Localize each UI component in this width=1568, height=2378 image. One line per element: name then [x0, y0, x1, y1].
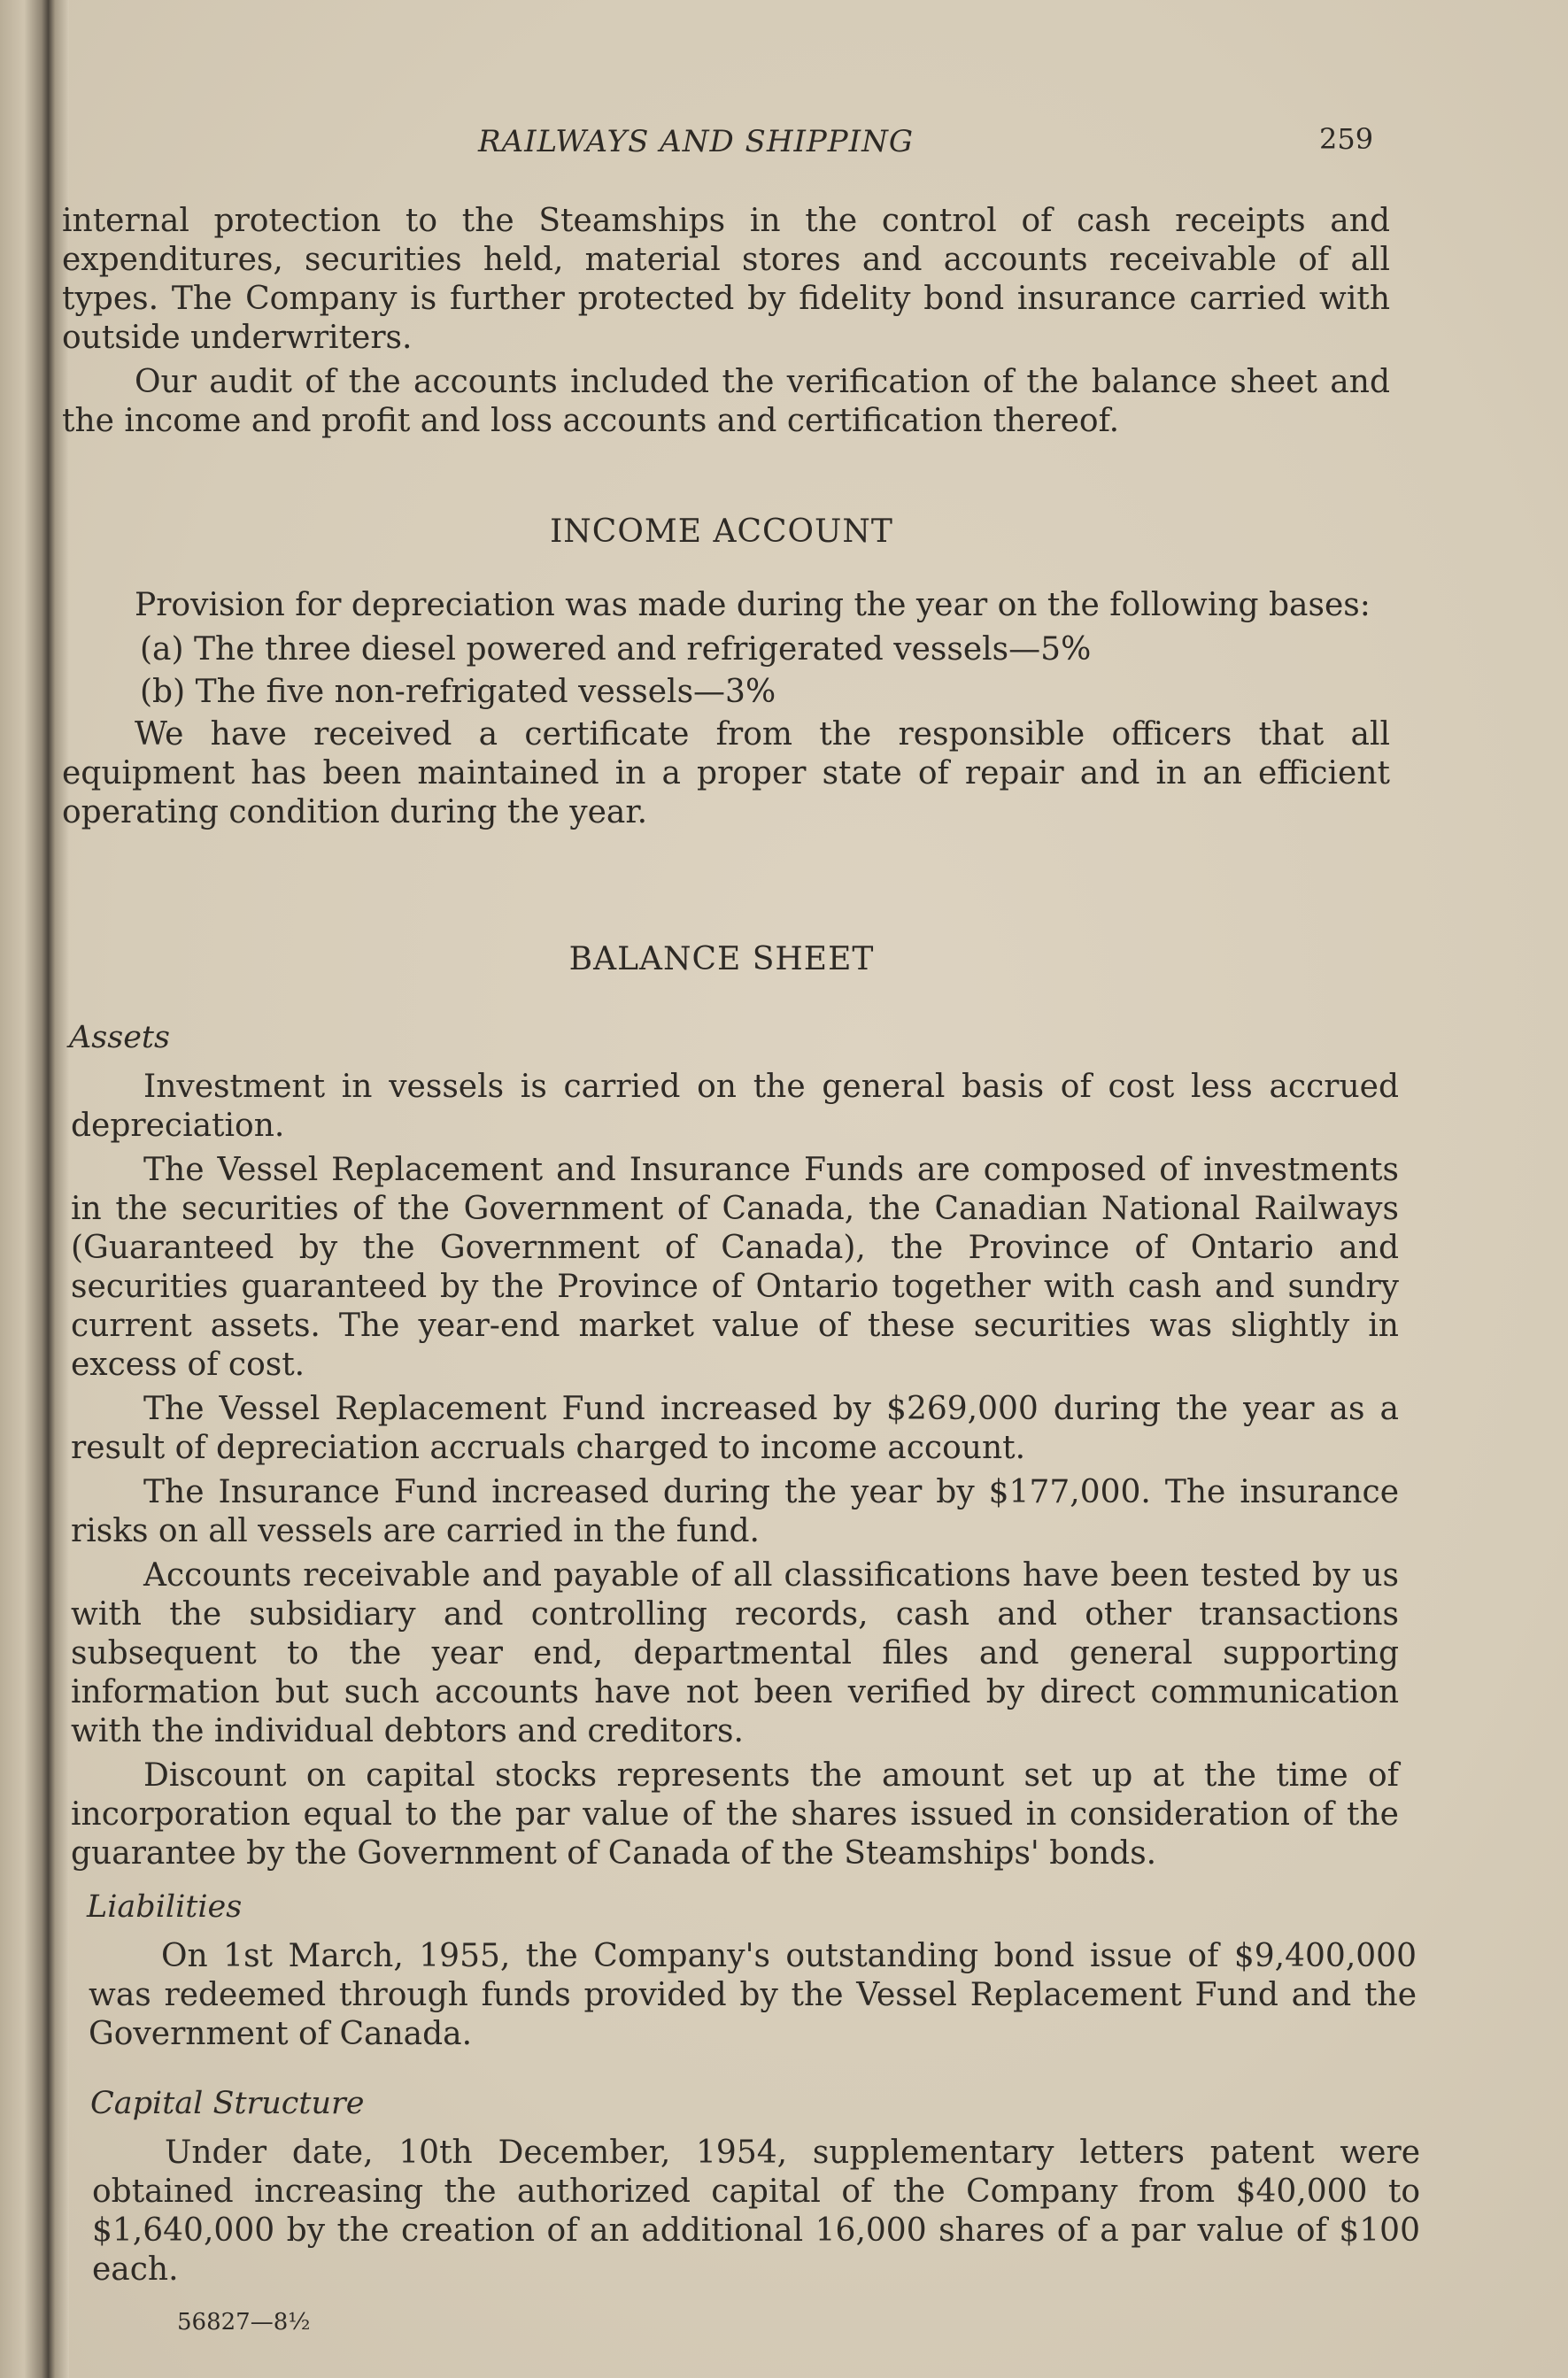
print-code: 56827—8½ [177, 2309, 311, 2336]
assets-paragraph: Investment in vessels is carried on the general basis of cost less accrued depreciation. [71, 1069, 1399, 1144]
assets-section [71, 1068, 1399, 1873]
income-list-item-b: (b) The five non-refrigated vessels—3% [140, 674, 776, 710]
intro-section [62, 202, 1390, 441]
intro-paragraph: internal protection to the Steamships in the control of cash receipts and expenditures, securities held, material stores and accounts receivable of all types. The Company is further protected by fidelity bond insurance carried with outside underwriters. [62, 203, 1390, 356]
capital-paragraph: Under date, 10th December, 1954, supplementary letters patent were obtained increasing the authorized capital of the Company from $40,000 to $1,640,000 by the creation of an additional 16,000 shares of a par value of $100 each. [92, 2135, 1420, 2288]
income-paragraph: We have received a certificate from the responsible officers that all equipment has been maintained in a proper state of repair and in an efficient operating condition during the year. [62, 716, 1390, 830]
balance-sheet-heading: BALANCE SHEET [568, 941, 875, 977]
income-paragraph: Provision for depreciation was made during the year on the following bases: [135, 587, 1371, 623]
assets-paragraph: The Vessel Replacement and Insurance Funds are composed of investments in the securities of the Government of Canada, the Canadian National Railways (Guaranteed by the Government of Canada), the Province of Ontario and securities guaranteed by the Province of Ontario together with cash and sundry current assets. The year-end market value of these securities was slightly in excess of cost. [71, 1152, 1399, 1383]
liabilities-subheading: Liabilities [87, 1889, 243, 1925]
assets-subheading: Assets [69, 1020, 170, 1055]
income-account-heading: INCOME ACCOUNT [550, 513, 893, 550]
book-gutter [0, 0, 69, 2378]
capital-structure-section [92, 2134, 1420, 2289]
page-number: 259 [1319, 122, 1374, 156]
income-list-item-a: (a) The three diesel powered and refrigerated vessels—5% [140, 631, 1092, 668]
capital-structure-subheading: Capital Structure [90, 2086, 365, 2121]
assets-paragraph: The Insurance Fund increased during the year by $177,000. The insurance risks on all vessels are carried in the fund. [71, 1474, 1399, 1549]
assets-paragraph: The Vessel Replacement Fund increased by $269,000 during the year as a result of depreciation accruals charged to income account. [71, 1391, 1399, 1466]
assets-paragraph: Accounts receivable and payable of all classifications have been tested by us with the subsidiary and controlling records, cash and other transactions subsequent to the year end, departmental files and general supporting information but such accounts have not been verified by direct communication with the individual debtors and creditors. [71, 1557, 1399, 1749]
income-account-section [62, 586, 1390, 832]
assets-paragraph: Discount on capital stocks represents the amount set up at the time of incorporation equal to the par value of the shares issued in consideration of the guarantee by the Government of Canada of the Steamships' bonds. [71, 1757, 1399, 1872]
running-head: RAILWAYS AND SHIPPING [478, 124, 915, 159]
liabilities-paragraph: On 1st March, 1955, the Company's outstanding bond issue of $9,400,000 was redeemed through funds provided by the Vessel Replacement Fund and the Government of Canada. [89, 1938, 1417, 2052]
liabilities-section [89, 1937, 1417, 2054]
intro-paragraph: Our audit of the accounts included the verification of the balance sheet and the income and profit and loss accounts and certification thereof. [62, 364, 1390, 439]
